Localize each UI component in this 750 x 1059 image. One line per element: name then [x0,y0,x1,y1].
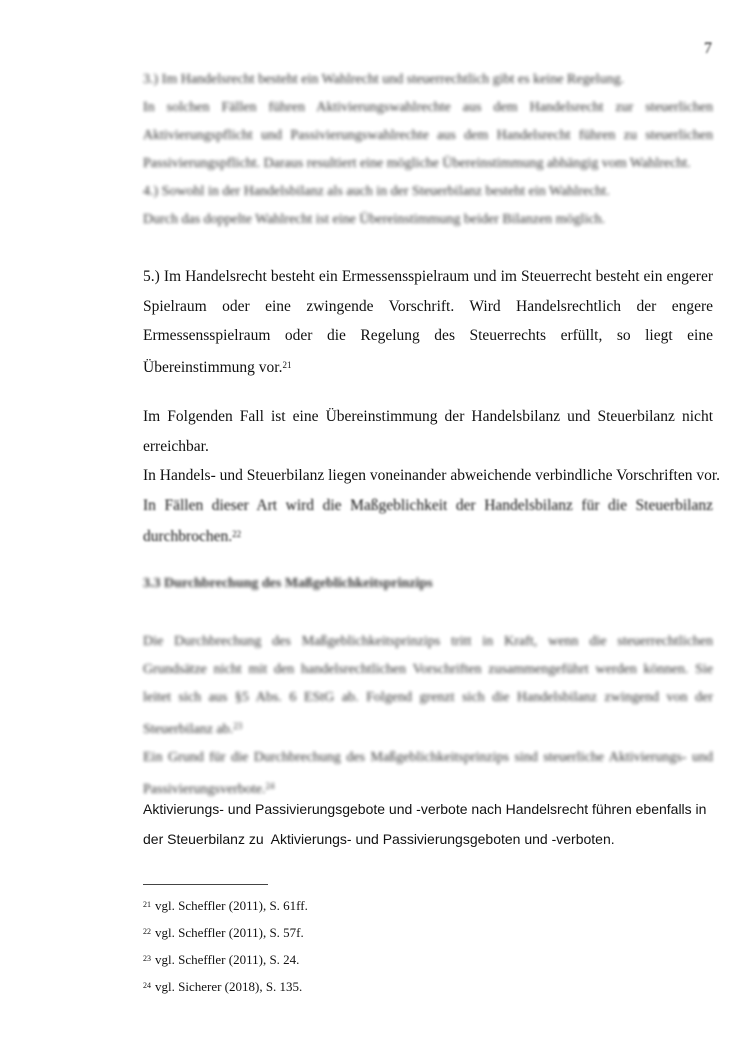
paragraph-5 [143,262,713,382]
paragraph-6-line-1: Im Folgenden Fall ist eine Übereinstimmung der Handelsbilanz und Steuerbilanz nicht erreichbar. [143,408,713,455]
footnote-number: 21 [143,900,151,909]
paragraph-6-line-3 [143,491,713,552]
footnote-number: 22 [143,927,151,936]
footnote-ref-24: 24 [265,781,275,791]
footnote-ref-22: 22 [232,529,242,539]
paragraph-6 [143,402,721,552]
paragraph-3-body: In solchen Fällen führen Aktivierungswahlrechte aus dem Handelsrecht zur steuerlichen Aktivierungspflicht und Passivierungswahlrechte aus dem Handelsrecht führen zu steuerlichen Passivierungspflicht. Daraus resultiert eine mögliche Übereinstimmung abhängig vom Wahlrecht. [143,100,713,171]
paragraph-5-text: 5.) Im Handelsrecht besteht ein Ermessensspielraum und im Steuerrecht besteht ein engerer Spielraum oder eine zwingende Vorschrift. Wird Handelsrechtlich der engere Ermessensspielraum oder die Regelung des Steuerrechts erfüllt, so liegt eine Übereinstimmung vor. [143,268,713,376]
footnote-ref-23: 23 [233,721,243,731]
footnote-24 [143,973,308,1000]
paragraph-4-body: Durch das doppelte Wahlrecht ist eine Übereinstimmung beider Bilanzen möglich. [143,212,606,227]
footnote-number: 24 [143,981,151,990]
footnote-22 [143,919,308,946]
footnote-23 [143,946,308,973]
footnote-separator [143,884,268,885]
paragraph-last-line-2: der Steuerbilanz zu Aktivierungs- und Passivierungsgeboten und -verboten. [143,831,615,847]
footnote-text: vgl. Scheffler (2011), S. 57f. [155,925,304,940]
footnotes [143,892,308,1000]
page-number: 7 [704,40,712,57]
paragraph-6-line-2: In Handels- und Steuerbilanz liegen voneinander abweichende verbindliche Vorschriften vor. [143,467,721,484]
footnote-text: vgl. Sicherer (2018), S. 135. [155,979,303,994]
paragraph-last-line-1: Aktivierungs- und Passivierungsgebote und -verbote nach Handelsrecht führen ebenfalls in [143,801,707,817]
footnote-ref-21: 21 [282,359,292,370]
footnote-text: vgl. Scheffler (2011), S. 61ff. [155,898,308,913]
blurred-paragraph-2: Ein Grund für die Durchbrechung des Maßgeblichkeitsprinzips sind steuerliche Aktivierungs- und Passivierungsverbote. [143,750,713,797]
footnote-21 [143,892,308,919]
paragraph-3-heading: 3.) Im Handelsrecht besteht ein Wahlrecht und steuerrechtlich gibt es keine Regelung. [143,72,625,87]
paragraph-4-heading: 4.) Sowohl in der Handelsbilanz als auch in der Steuerbilanz besteht ein Wahlrecht. [143,184,610,199]
footnote-number: 23 [143,954,151,963]
section-heading: 3.3 Durchbrechung des Maßgeblichkeitsprinzips [143,576,433,591]
paragraph-6-line-3-text: In Fällen dieser Art wird die Maßgeblichkeit der Handelsbilanz für die Steuerbilanz durchbrochen. [143,496,713,545]
blurred-paragraphs-top [143,66,713,234]
paragraph-last [143,794,713,854]
footnote-text: vgl. Scheffler (2011), S. 24. [155,952,300,967]
blurred-paragraph-1: Die Durchbrechung des Maßgeblichkeitsprinzips tritt in Kraft, wenn die steuerrechtlichen Grundsätze nicht mit den handelsrechtlichen Vorschriften zusammengeführt werden können. Sie leitet sich aus §5 Abs. 6 EStG ab. Folgend grenzt sich die Handelsbilanz zwingend von der Steuerbilanz ab. [143,634,713,737]
blurred-paragraphs-mid [143,628,713,804]
